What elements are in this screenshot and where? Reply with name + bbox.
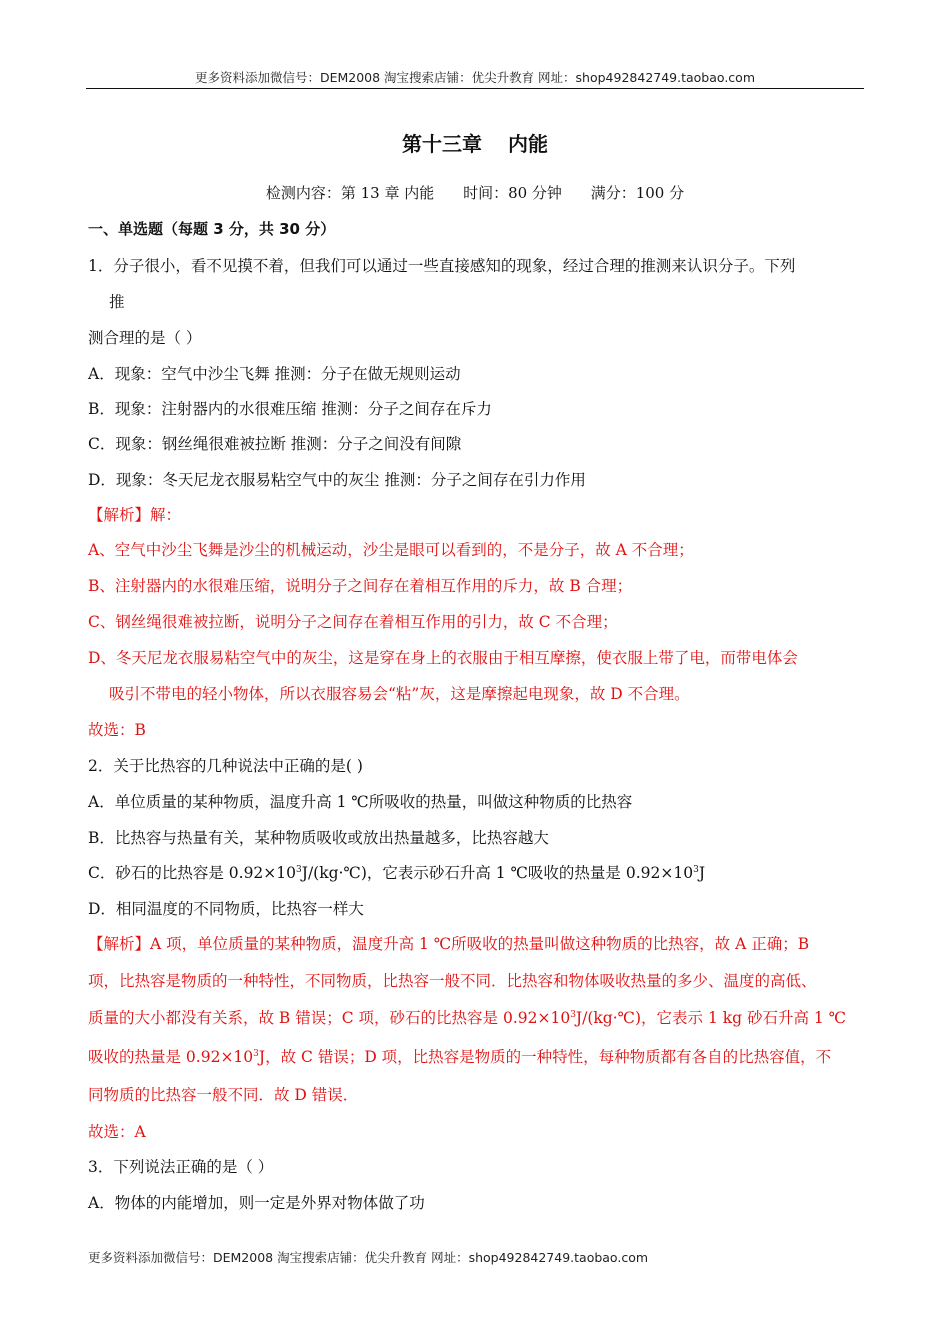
q2-analysis-line1: 【解析】A 项，单位质量的某种物质，温度升高 1 ℃所吸收的热量叫做这种物质的比热容，故 A 正确；B <box>88 935 810 953</box>
q2-analysis-line2: 项，比热容是物质的一种特性，不同物质，比热容一般不同．比热容和物体吸收热量的多少、温度的高低、 <box>88 972 817 990</box>
q2-answer: 故选：A <box>88 1123 146 1141</box>
header-divider <box>86 88 864 89</box>
q3-stem: 3．下列说法正确的是（ ） <box>88 1158 274 1176</box>
q1-analysis-c: C、钢丝绳很难被拉断，说明分子之间存在着相互作用的引力，故 C 不合理； <box>88 613 618 631</box>
q2-analysis-line4: 吸收的热量是 $0.92\times 10^3J$，故 C 错误；D 项，比热容是物质的一种特性，每种物质都有各自的比热容值，不 <box>88 1048 832 1066</box>
q1-stem-line3: 测合理的是（ ） <box>88 329 202 347</box>
q1-option-b: B．现象：注射器内的水很难压缩 推测：分子之间存在斥力 <box>88 400 492 418</box>
q1-analysis-d-line1: D、冬天尼龙衣服易粘空气中的灰尘，这是穿在身上的衣服由于相互摩擦，使衣服上带了电，而带电体会 <box>88 649 798 667</box>
q2-option-c: C．砂石的比热容是 $0.92\times 10^3J/(kg\cdot℃)$，它表示砂石升高 1 ℃吸收的热量是 $0.92\times 10^3J$ <box>88 864 706 882</box>
q2-analysis-line3: 质量的大小都没有关系，故 B 错误；C 项，砂石的比热容是 $0.92\times 10^3J/(kg\cdot℃)$，它表示 1 kg 砂石升高 1 ℃ <box>88 1009 847 1027</box>
q2-stem: 2．关于比热容的几种说法中正确的是( ) <box>88 757 363 775</box>
q1-option-a: A．现象：空气中沙尘飞舞 推测：分子在做无规则运动 <box>88 365 461 383</box>
page-header: 更多资料添加微信号：DEM2008 淘宝搜索店铺：优尖升教育 网址：shop492842749.taobao.com <box>194 70 756 85</box>
q3-option-a: A．物体的内能增加，则一定是外界对物体做了功 <box>88 1194 425 1212</box>
q1-stem-line1: 1．分子很小，看不见摸不着，但我们可以通过一些直接感知的现象，经过合理的推测来认识分子。下列 <box>88 257 796 275</box>
q2-analysis-line5: 同物质的比热容一般不同．故 D 错误． <box>88 1086 359 1104</box>
q2-option-b: B．比热容与热量有关，某种物质吸收或放出热量越多，比热容越大 <box>88 829 549 847</box>
section-heading: 一、单选题（每题 3 分，共 30 分） <box>88 220 336 238</box>
q2-option-d: D．相同温度的不同物质，比热容一样大 <box>88 900 364 918</box>
chapter-title <box>0 128 950 157</box>
page-footer: 更多资料添加微信号：DEM2008 淘宝搜索店铺：优尖升教育 网址：shop492842749.taobao.com <box>88 1250 649 1265</box>
q2-option-a: A．单位质量的某种物质，温度升高 1 ℃所吸收的热量，叫做这种物质的比热容 <box>88 793 633 811</box>
test-meta <box>0 182 950 203</box>
q1-analysis-label: 【解析】解： <box>88 506 182 524</box>
meta-content: 检测内容：第 13 章 内能 <box>265 184 435 202</box>
q1-option-d: D．现象：冬天尼龙衣服易粘空气中的灰尘 推测：分子之间存在引力作用 <box>88 471 586 489</box>
q1-option-c: C．现象：钢丝绳很难被拉断 推测：分子之间没有间隙 <box>88 435 462 453</box>
meta-score: 满分：100 分 <box>590 184 685 202</box>
q1-analysis-a: A、空气中沙尘飞舞是沙尘的机械运动，沙尘是眼可以看到的，不是分子，故 A 不合理； <box>88 541 694 559</box>
title-chapter: 第十三章 <box>402 132 482 156</box>
meta-time: 时间：80 分钟 <box>463 184 562 202</box>
q1-answer: 故选：B <box>88 721 146 739</box>
title-topic: 内能 <box>508 132 548 156</box>
q1-stem-line2: 推 <box>109 293 125 311</box>
q1-analysis-b: B、注射器内的水很难压缩，说明分子之间存在着相互作用的斥力，故 B 合理； <box>88 577 633 595</box>
q1-analysis-d-line2: 吸引不带电的轻小物体，所以衣服容易会“粘”灰，这是摩擦起电现象，故 D 不合理。 <box>109 685 690 703</box>
